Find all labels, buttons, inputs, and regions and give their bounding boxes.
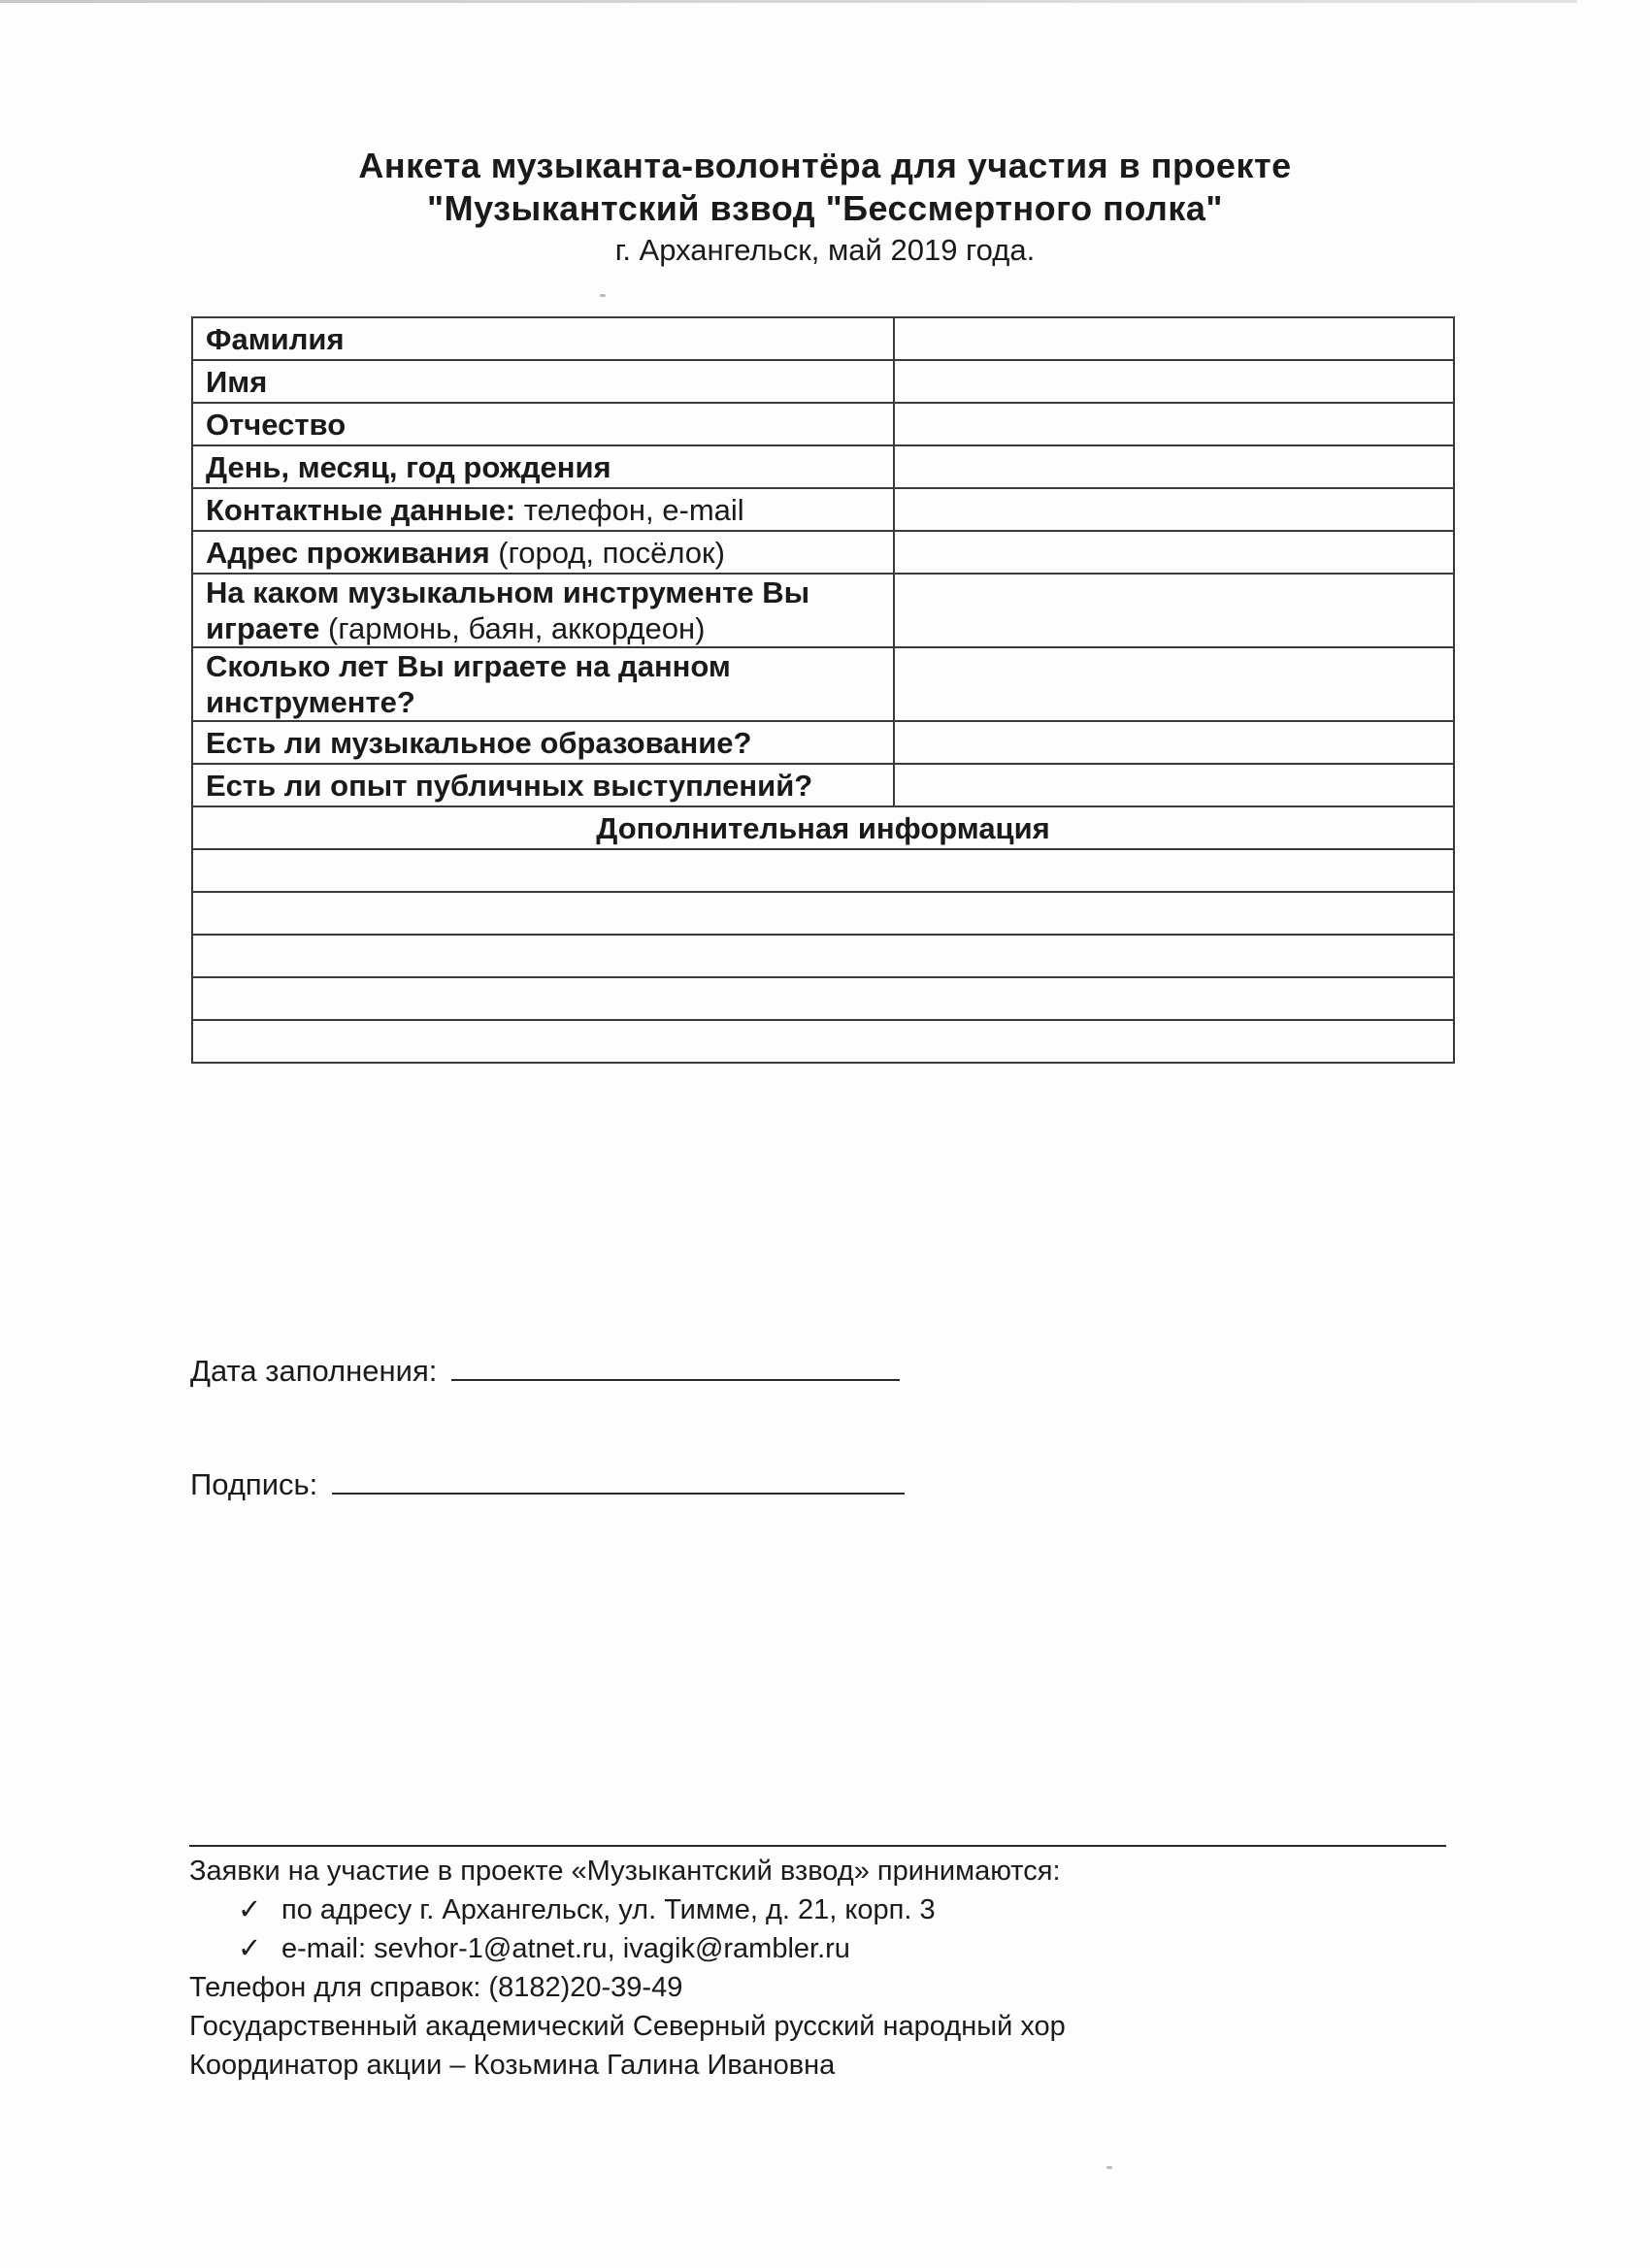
scan-top-edge: [0, 0, 1577, 3]
field-instrument[interactable]: [894, 574, 1454, 647]
field-name[interactable]: [894, 360, 1454, 403]
row-patronymic: [192, 403, 1454, 445]
scan-speck: [600, 294, 606, 297]
additional-info-line: [192, 849, 1454, 892]
field-address[interactable]: [894, 531, 1454, 574]
label-name: Имя: [192, 360, 894, 403]
label-performance-experience: Есть ли опыт публичных выступлений?: [192, 764, 894, 806]
label-instrument: На каком музыкальном инструменте Вы играете (гармонь, баян, аккордеон): [192, 574, 894, 647]
field-contacts[interactable]: [894, 488, 1454, 531]
fill-signature: [190, 1465, 905, 1502]
additional-info-field[interactable]: [192, 935, 1454, 977]
fill-signature-line[interactable]: [332, 1465, 905, 1495]
field-music-education[interactable]: [894, 721, 1454, 764]
fill-signature-label: Подпись:: [190, 1467, 318, 1501]
row-contacts: [192, 488, 1454, 531]
checkmark-icon: ✓: [238, 1933, 262, 1964]
row-address: [192, 531, 1454, 574]
footer-address: по адресу г. Архангельск, ул. Тимме, д. 21, корп. 3: [281, 1894, 936, 1925]
additional-info-heading: Дополнительная информация: [192, 806, 1454, 849]
field-patronymic[interactable]: [894, 403, 1454, 445]
field-performance-experience[interactable]: [894, 764, 1454, 806]
label-address: Адрес проживания (город, посёлок): [192, 531, 894, 574]
checkmark-icon: ✓: [238, 1894, 262, 1925]
additional-info-line: [192, 892, 1454, 935]
additional-info-field[interactable]: [192, 849, 1454, 892]
label-birthdate: День, месяц, год рождения: [192, 445, 894, 488]
additional-info-line: [192, 935, 1454, 977]
form-title-line-1: Анкета музыканта-волонтёра для участия в проекте: [358, 146, 1292, 185]
footer-email-item: [189, 1929, 1451, 1968]
footer-phone: Телефон для справок: (8182)20-39-49: [189, 1972, 683, 2003]
label-surname: Фамилия: [192, 317, 894, 360]
additional-info-field[interactable]: [192, 977, 1454, 1020]
form-subtitle: г. Архангельск, май 2019 года.: [614, 233, 1036, 267]
additional-info-field[interactable]: [192, 1020, 1454, 1063]
fill-date: [190, 1352, 900, 1389]
label-contacts: Контактные данные: телефон, e-mail: [192, 488, 894, 531]
label-years-playing: Сколько лет Вы играете на данном инструменте?: [192, 647, 894, 721]
row-additional-info-header: [192, 806, 1454, 849]
field-surname[interactable]: [894, 317, 1454, 360]
fill-date-label: Дата заполнения:: [190, 1354, 438, 1388]
row-name: [192, 360, 1454, 403]
footer-info: [189, 1852, 1451, 2085]
footer-organization: Государственный академический Северный русский народный хор: [189, 2011, 1066, 2042]
field-birthdate[interactable]: [894, 445, 1454, 488]
label-music-education: Есть ли музыкальное образование?: [192, 721, 894, 764]
scan-speck: [1106, 2166, 1112, 2169]
additional-info-line: [192, 977, 1454, 1020]
footer-divider: [189, 1845, 1446, 1847]
row-music-education: [192, 721, 1454, 764]
footer-email: e-mail: sevhor-1@atnet.ru, ivagik@rambler.ru: [281, 1933, 850, 1964]
row-instrument: [192, 574, 1454, 647]
questionnaire-table: [191, 316, 1455, 1064]
form-title-line-2: "Музыкантский взвод "Бессмертного полка": [427, 188, 1223, 228]
footer-intro: Заявки на участие в проекте «Музыкантский взвод» принимаются:: [189, 1856, 1061, 1887]
row-years-playing: [192, 647, 1454, 721]
additional-info-field[interactable]: [192, 892, 1454, 935]
footer-address-item: [189, 1890, 1451, 1929]
row-surname: [192, 317, 1454, 360]
additional-info-line: [192, 1020, 1454, 1063]
row-birthdate: [192, 445, 1454, 488]
label-patronymic: Отчество: [192, 403, 894, 445]
row-performance-experience: [192, 764, 1454, 806]
fill-date-line[interactable]: [451, 1352, 900, 1381]
footer-coordinator: Координатор акции – Козьмина Галина Ивановна: [189, 2050, 836, 2081]
field-years-playing[interactable]: [894, 647, 1454, 721]
